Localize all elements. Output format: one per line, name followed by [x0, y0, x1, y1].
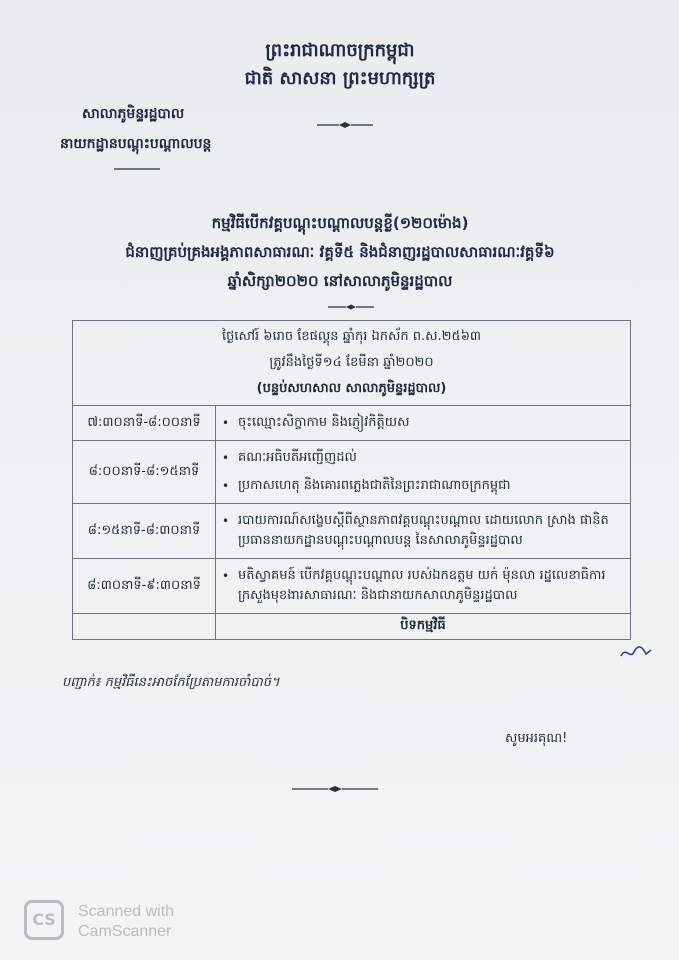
- signature-mark: [618, 640, 654, 662]
- list-item: • ចុះឈ្មោះសិក្ខាកាម និងភ្ញៀវកិត្តិយស: [222, 409, 624, 437]
- program-title-line1: កម្មវិធីបើកវគ្គបណ្តុះបណ្តាលបន្តខ្លី(១២០ម៉ោង): [211, 214, 469, 232]
- bullet-icon: •: [222, 479, 230, 493]
- schedule-header-row: [73, 321, 631, 406]
- agenda-cell: [216, 504, 631, 559]
- program-ornament: [326, 302, 376, 312]
- list-item: • របាយការណ៍សង្ខេបស្តីពីស្ថានភាពវគ្គបណ្តុះបណ្តាល ដោយលោក ស្រាង ផានិត ប្រធាននាយកដ្ឋានបណ្តុះបណ្តាលបន្ត នៃសាលាភូមិន្ទរដ្ឋបាល: [222, 513, 609, 548]
- thanks-text: សូមអរគុណ!: [505, 731, 568, 746]
- table-row: [73, 441, 631, 504]
- list-item: • ប្រកាសហេតុ និងគោរពភ្លេងជាតិនៃព្រះរាជាណាចក្រកម្ពុជា: [222, 472, 624, 500]
- national-motto: ជាតិ សាសនា ព្រះមហាក្សត្រ: [244, 68, 436, 89]
- time-slot: ៨:១៥នាទី-៨:៣០នាទី: [73, 504, 216, 559]
- agenda-cell: [216, 406, 631, 441]
- issuer-ornament: [112, 164, 162, 174]
- program-title-line3: ឆ្នាំសិក្សា២០២០ នៅសាលាភូមិន្ទរដ្ឋបាល: [227, 272, 453, 290]
- agenda-cell: [216, 441, 631, 504]
- bullet-icon: •: [222, 514, 230, 528]
- footnote: បញ្ជាក់៖ កម្មវិធីនេះអាចកែប្រែតាមការចាំបាច់។: [62, 675, 280, 690]
- closing-label: បិទកម្មវិធី: [216, 614, 631, 640]
- table-row: [73, 559, 631, 614]
- kingdom-title: ព្រះរាជាណាចក្រកម្ពុជា: [265, 40, 415, 61]
- list-item: • គណៈអធិបតីអញ្ជើញដល់: [222, 444, 624, 472]
- program-title-line2: ជំនាញគ្រប់គ្រងអង្គភាពសាធារណៈ វគ្គទី៥ និងជំនាញរដ្ឋបាលសាធារណៈវគ្គទី៦: [125, 243, 555, 261]
- camscanner-logo: CS: [24, 900, 64, 940]
- footer-ornament: [290, 784, 380, 794]
- bullet-icon: •: [222, 569, 230, 583]
- department-name: នាយកដ្ឋានបណ្តុះបណ្តាលបន្ត: [60, 136, 212, 152]
- camscanner-watermark: Scanned with CamScanner: [78, 903, 175, 940]
- bullet-icon: •: [222, 416, 230, 430]
- time-slot: ៨:០០នាទី-៨:១៥នាទី: [73, 441, 216, 504]
- schedule-table: [72, 320, 631, 640]
- table-row: [73, 406, 631, 441]
- bullet-icon: •: [222, 451, 230, 465]
- agenda-cell: [216, 559, 631, 614]
- closing-row: [73, 614, 631, 640]
- list-item: • មតិស្វាគមន៍ បើកវគ្គបណ្តុះបណ្តាល របស់ឯកឧត្តម យក់ ម៉ុនលា រដ្ឋលេខាធិការក្រសួងមុខងារសាធារណៈ និងជានាយកសាលាភូមិន្ទរដ្ឋបាល: [222, 568, 606, 603]
- date-solar: ត្រូវនឹងថ្ងៃទី១៤ ខែមីនា ឆ្នាំ២០២០: [269, 355, 434, 370]
- school-name: សាលាភូមិន្ទរដ្ឋបាល: [82, 106, 185, 122]
- venue: (បន្ទប់សហសាល សាលាភូមិន្ទរដ្ឋបាល): [256, 381, 447, 396]
- time-slot: ៨:៣០នាទី-៩:៣០នាទី: [73, 559, 216, 614]
- empty-time-cell: [73, 614, 216, 640]
- schedule-header: [73, 321, 631, 406]
- time-slot: ៧:៣០នាទី-៨:០០នាទី: [73, 406, 216, 441]
- date-lunar: ថ្ងៃសៅរ៍ ៦រោច ខែផល្គុន ឆ្នាំកុរ ឯកស័ក ព.ស.២៥៦៣: [221, 329, 482, 344]
- header-ornament: [315, 120, 375, 130]
- table-row: [73, 504, 631, 559]
